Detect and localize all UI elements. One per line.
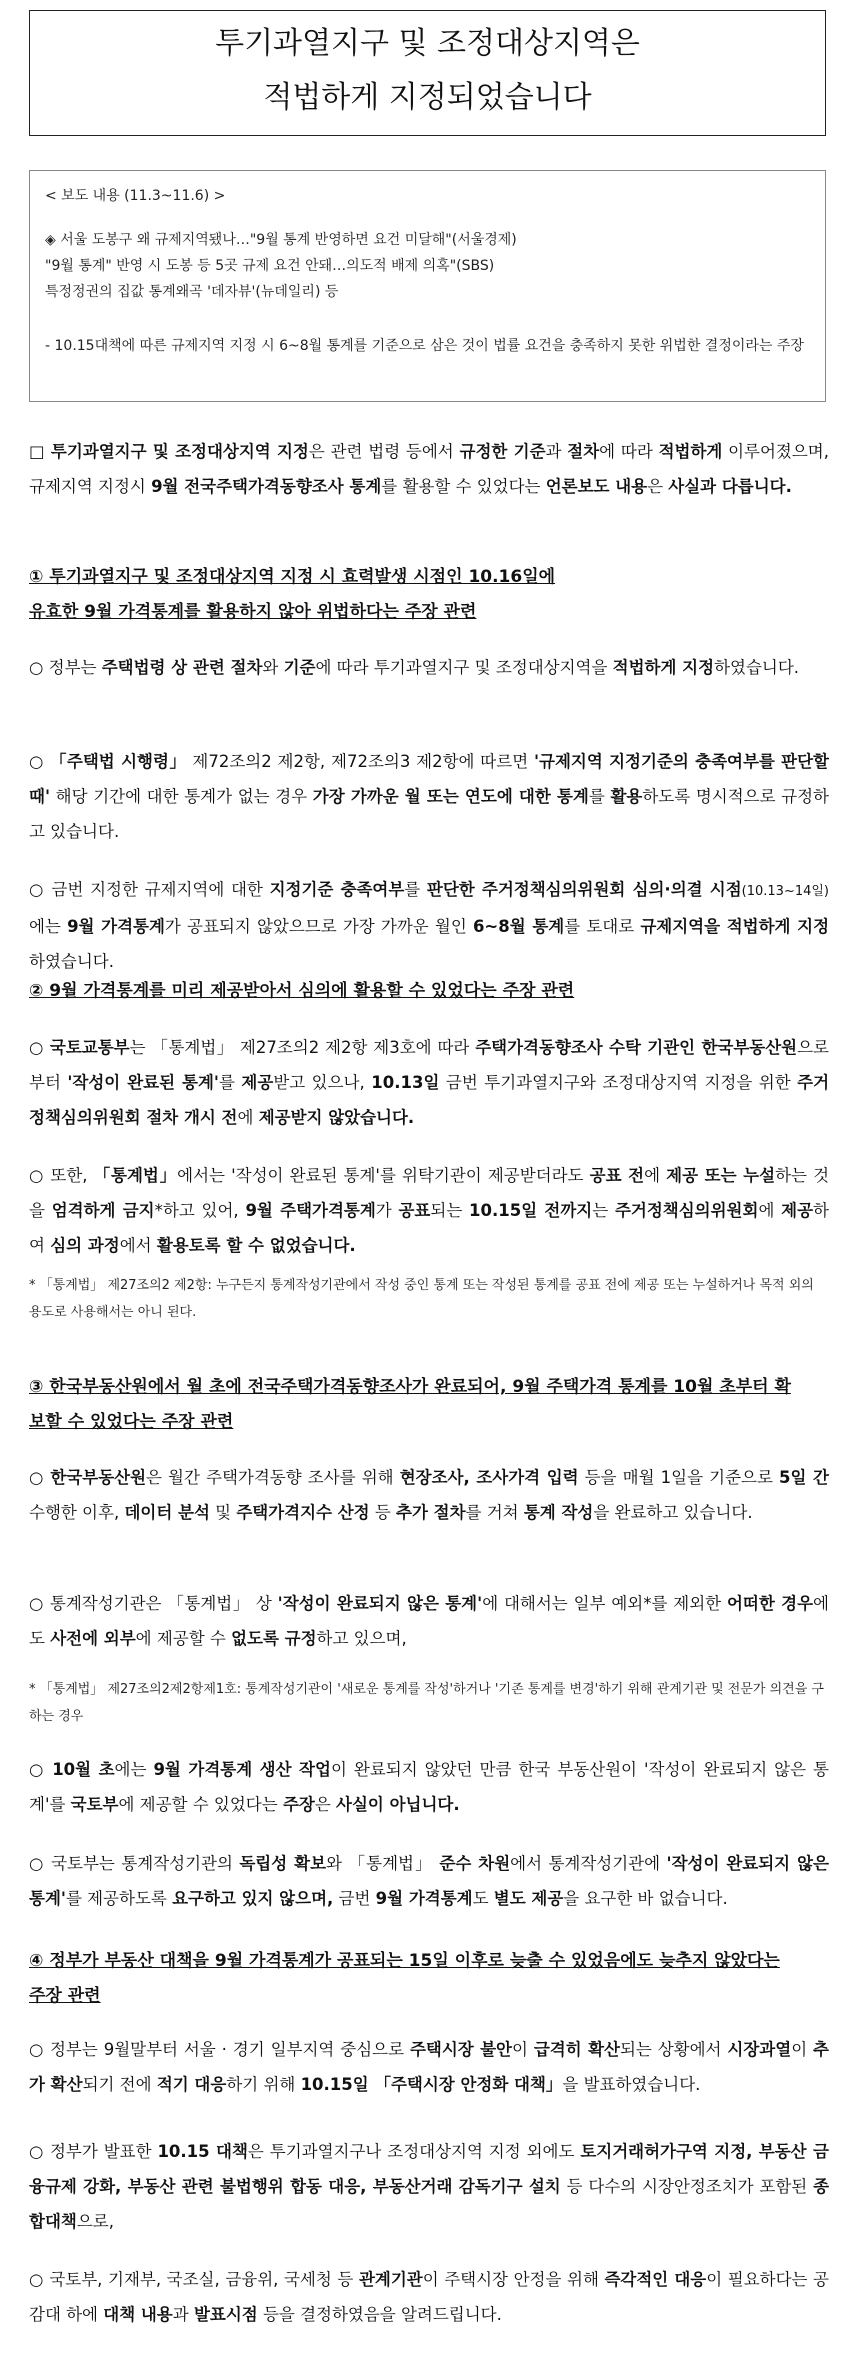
text: 은 투기과열지구나 조정대상지역 지정 외에도 xyxy=(247,2142,581,2161)
text: 가 공표되지 않았으므로 가장 가까운 월인 xyxy=(164,917,473,936)
bold-text: 주택가격동향조사 수탁 기관인 한국부동산원 xyxy=(475,1038,798,1057)
text: 되기 전에 xyxy=(82,2075,157,2094)
text: 은 xyxy=(314,1795,337,1814)
report-item-1: ◈ 서울 도봉구 왜 규제지역됐나…"9월 통계 반영하면 요건 미달해"(서울경제) xyxy=(45,232,517,248)
intro-bold: 투기과열지구 및 조정대상지역 지정 xyxy=(50,442,309,461)
bold-text: 「주택법 시행령」 xyxy=(49,752,187,771)
text: 는 「통계법」 제27조의2 제2항 제3호에 따라 xyxy=(129,1038,476,1057)
text: ○ 통계작성기관은 「통계법」 상 xyxy=(29,1594,278,1613)
bold-text: 대책 내용 xyxy=(103,2305,173,2324)
bold-text: 주택시장 불안 xyxy=(409,2040,512,2059)
intro-paragraph xyxy=(29,434,829,504)
text: 도 xyxy=(472,1889,494,1908)
bold-text: 「통계법」 xyxy=(93,1166,178,1185)
section-3-heading-line-2: 보할 수 있었다는 주장 관련 xyxy=(29,1412,234,1432)
section-3-item-a xyxy=(29,1460,829,1530)
bold-text: 가장 가까운 월 또는 연도에 대한 통계 xyxy=(312,787,589,806)
text: 이 xyxy=(511,2040,534,2059)
text: ○ 정부는 xyxy=(29,658,102,677)
text: 하기 위해 xyxy=(226,2075,301,2094)
bold-text: 주거정책심의위원회 xyxy=(614,1201,759,1220)
section-4-item-c xyxy=(29,2262,829,2332)
bold-text: 국토교통부 xyxy=(49,1038,130,1057)
bold-text: 지정기준 충족여부 xyxy=(269,880,405,899)
bold-text: 없도록 규정 xyxy=(231,1629,317,1648)
text: 에도 xyxy=(29,1594,829,1648)
text: ○ 국토부는 통계작성기관의 xyxy=(29,1854,240,1873)
bold-text: 사전에 외부 xyxy=(50,1629,136,1648)
text: 에 xyxy=(644,1166,667,1185)
section-3-heading-line-1: ③ 한국부동산원에서 월 초에 전국주택가격동향조사가 완료되어, 9월 주택가격 통계를 10월 초부터 확 xyxy=(29,1377,791,1397)
intro-text: 과 xyxy=(545,442,568,461)
text: 을 발표하였습니다. xyxy=(562,2075,701,2094)
intro-bold: 절차 xyxy=(567,442,600,461)
text: 와 xyxy=(262,658,284,677)
bold-text: 10.13일 xyxy=(371,1073,440,1092)
bold-text: 제공받지 않았습니다. xyxy=(258,1108,415,1127)
text: 에 제공할 수 있었다는 xyxy=(118,1795,283,1814)
bold-text: 제공 xyxy=(781,1201,814,1220)
text: ○ 정부가 발표한 xyxy=(29,2142,158,2161)
text: 으로부터 xyxy=(29,1038,829,1092)
bold-text: 준수 차원 xyxy=(439,1854,511,1873)
text: *하고 있어, xyxy=(154,1201,246,1220)
bold-text: 통계 작성 xyxy=(523,1503,594,1522)
text: 에서 xyxy=(119,1236,157,1255)
report-header: < 보도 내용 (11.3~11.6) > xyxy=(45,188,226,204)
text: 하는 것을 xyxy=(29,1166,830,1220)
text: 하여 xyxy=(29,1201,829,1255)
report-item-2: "9월 통계" 반영 시 도봉 등 5곳 규제 요건 안돼…의도적 배제 의혹"(SBS) xyxy=(45,258,495,274)
bold-text: 10월 초 xyxy=(52,1760,115,1779)
bold-text: 독립성 확보 xyxy=(239,1854,327,1873)
section-1-item-c xyxy=(29,872,829,979)
bold-text: 추가 절차 xyxy=(396,1503,466,1522)
title-line-2: 적법하게 지정되었습니다 xyxy=(263,80,592,115)
section-2-heading: ② 9월 가격통계를 미리 제공받아서 심의에 활용할 수 있었다는 주장 관련 xyxy=(29,981,575,1001)
text: ○ 금번 지정한 규제지역에 대한 xyxy=(29,880,270,899)
bold-text: 한국부동산원 xyxy=(50,1468,147,1487)
bold-text: 시장과열 xyxy=(727,2040,792,2059)
section-1-heading xyxy=(29,560,829,630)
intro-text: □ xyxy=(29,442,51,461)
intro-bold: 9월 전국주택가격동향조사 통계 xyxy=(151,477,382,496)
bold-text: 엄격하게 금지 xyxy=(51,1201,155,1220)
section-2-item-a xyxy=(29,1030,829,1135)
text: 하였습니다. xyxy=(714,658,800,677)
text: 이 주택시장 안정을 위해 xyxy=(422,2270,605,2289)
title-box xyxy=(29,10,826,136)
bold-text: 별도 제공 xyxy=(493,1889,564,1908)
text: 및 xyxy=(209,1503,237,1522)
text: 에 따라 투기과열지구 및 조정대상지역을 xyxy=(315,658,613,677)
text: ○ xyxy=(29,1760,53,1779)
bold-text: 심의 과정 xyxy=(50,1236,120,1255)
text: ○ xyxy=(29,1038,50,1057)
bold-text: 주장 xyxy=(282,1795,315,1814)
text: 를 xyxy=(404,880,427,899)
text: 받고 있으나, xyxy=(273,1073,372,1092)
section-4-heading-line-2: 주장 관련 xyxy=(29,1986,101,2006)
intro-text: 에 따라 xyxy=(599,442,659,461)
section-3-item-c xyxy=(29,1752,829,1822)
text: 와 「통계법」 xyxy=(326,1854,440,1873)
bold-text: '작성이 완료된 통계' xyxy=(67,1073,219,1092)
bold-text: 주택법령 상 관련 절차 xyxy=(101,658,263,677)
section-1-item-a xyxy=(29,650,829,685)
bold-text: 적기 대응 xyxy=(156,2075,227,2094)
text: 는 xyxy=(592,1201,615,1220)
report-item-3: 특정정권의 집값 통계왜곡 '데자뷰'(뉴데일리) 등 xyxy=(45,284,339,300)
section-4-heading xyxy=(29,1944,829,2014)
bold-text: 활용토록 할 수 없었습니다. xyxy=(156,1236,356,1255)
text: 에서는 '작성이 완료된 통계'를 위탁기관이 제공받더라도 xyxy=(177,1166,590,1185)
bold-text: 사실이 아닙니다. xyxy=(336,1795,460,1814)
text: 하고 있으며, xyxy=(316,1629,407,1648)
text: 에 xyxy=(758,1201,782,1220)
section-3-item-b xyxy=(29,1586,829,1656)
text: 해당 기간에 대한 통계가 없는 경우 xyxy=(50,787,313,806)
text: ○ 국토부, 기재부, 국조실, 금융위, 국세청 등 xyxy=(29,2270,359,2289)
bold-text: 10.15일 「주택시장 안정화 대책」 xyxy=(300,2075,563,2094)
intro-text: 를 활용할 수 있었다는 xyxy=(381,477,546,496)
bold-text: 제공 xyxy=(241,1073,274,1092)
text: 를 xyxy=(588,787,611,806)
text: 에는 xyxy=(114,1760,154,1779)
section-3-item-d xyxy=(29,1846,829,1916)
bold-text: 판단한 주거정책심의위원회 심의·의결 시점 xyxy=(426,880,742,899)
text: 이 xyxy=(791,2040,814,2059)
section-1-item-b xyxy=(29,744,829,849)
text: 금번 투기과열지구와 조정대상지역 지정을 위한 xyxy=(439,1073,798,1092)
text: 되는 상황에서 xyxy=(619,2040,728,2059)
intro-text: 은 관련 법령 등에서 xyxy=(308,442,460,461)
bold-text: 요구하고 있지 않으며, xyxy=(172,1889,334,1908)
text: 에는 xyxy=(29,917,68,936)
text: 에 제공할 수 xyxy=(135,1629,232,1648)
report-note: - 10.15대책에 따른 규제지역 지정 시 6~8월 통계를 기준으로 삼은 것이 법률 요건을 충족하지 못한 위법한 결정이라는 주장 xyxy=(45,338,804,354)
bold-text: 9월 주택가격통계 xyxy=(245,1201,376,1220)
bold-text: 주택가격지수 산정 xyxy=(236,1503,370,1522)
intro-bold: 적법하게 xyxy=(658,442,723,461)
bold-text: 국토부 xyxy=(70,1795,119,1814)
bold-text: 데이터 분석 xyxy=(124,1503,210,1522)
intro-text: 이루어졌으며, 규제지역 지정시 xyxy=(29,442,829,496)
bold-text: 즉각적인 대응 xyxy=(604,2270,707,2289)
text: 에 xyxy=(237,1108,259,1127)
bold-text: 9월 가격통계 xyxy=(375,1889,473,1908)
bold-text: 추가 확산 xyxy=(29,2040,829,2094)
bold-text: 급격히 확산 xyxy=(533,2040,620,2059)
bold-text: '작성이 완료되지 않은 통계' xyxy=(29,1854,829,1908)
text: 은 월간 주택가격동향 조사를 위해 xyxy=(146,1468,400,1487)
text: ○ xyxy=(29,752,50,771)
text: 수행한 이후, xyxy=(29,1503,125,1522)
text: 제72조의2 제2항, 제72조의3 제2항에 따르면 xyxy=(186,752,534,771)
bold-text: '작성이 완료되지 않은 통계' xyxy=(277,1594,483,1613)
text: 하도록 명시적으로 규정하고 있습니다. xyxy=(29,787,829,841)
bold-text: 공표 xyxy=(398,1201,431,1220)
text: 등 xyxy=(369,1503,397,1522)
bold-text: 10.15 대책 xyxy=(157,2142,248,2161)
text: 하였습니다. xyxy=(29,952,114,971)
intro-bold: 언론보도 내용 xyxy=(545,477,648,496)
bold-text: 기준 xyxy=(283,658,316,677)
text: ○ 또한, xyxy=(29,1166,94,1185)
bold-text: 주거정책심의위원회 절차 개시 전 xyxy=(29,1073,830,1127)
intro-bold: 사실과 다릅니다. xyxy=(668,477,792,496)
text: 이 완료되지 않았던 만큼 한국 부동산원이 '작성이 완료되지 않은 통계'를 xyxy=(29,1760,829,1814)
text: 를 xyxy=(218,1073,242,1092)
text: 과 xyxy=(172,2305,194,2324)
text: 에 대해서는 일부 예외*를 제외한 xyxy=(482,1594,727,1613)
bold-text: 어떠한 경우 xyxy=(726,1594,814,1613)
text: 되는 xyxy=(430,1201,470,1220)
intro-bold: 규정한 기준 xyxy=(459,442,546,461)
bold-text: 공표 전 xyxy=(589,1166,645,1185)
section-3-footnote: * 「통계법」 제27조의2제2항제1호: 통계작성기관이 '새로운 통계를 작성'하거나 '기존 통계를 변경'하기 위해 관계기관 및 전문가 의견을 구하는 경우 xyxy=(29,1682,824,1724)
bold-text: 활용 xyxy=(610,787,643,806)
text: ○ 정부는 9월말부터 서울 · 경기 일부지역 중심으로 xyxy=(29,2040,410,2059)
section-4-item-b xyxy=(29,2134,829,2239)
date-range-text: (10.13~14일) xyxy=(741,884,830,899)
text: 에서 통계작성기관에 xyxy=(510,1854,667,1873)
bold-text: 9월 가격통계 생산 작업 xyxy=(153,1760,331,1779)
text: 가 xyxy=(375,1201,399,1220)
text: 으로, xyxy=(76,2212,114,2231)
text: 를 제공하도록 xyxy=(65,1889,173,1908)
intro-text: 은 xyxy=(647,477,669,496)
text: 을 요구한 바 없습니다. xyxy=(563,1889,728,1908)
text: 등을 매월 1일을 기준으로 xyxy=(578,1468,780,1487)
text: 등 다수의 시장안정조치가 포함된 xyxy=(560,2177,814,2196)
bold-text: 적법하게 지정 xyxy=(612,658,715,677)
title-line-1: 투기과열지구 및 조정대상지역은 xyxy=(215,26,640,61)
bold-text: 관계기관 xyxy=(358,2270,423,2289)
bold-text: 6~8월 통계 xyxy=(472,917,565,936)
text: 금번 xyxy=(333,1889,376,1908)
report-summary-box xyxy=(29,170,826,402)
bold-text: 발표시점 xyxy=(193,2305,258,2324)
bold-text: 제공 또는 누설 xyxy=(666,1166,776,1185)
text: 를 거쳐 xyxy=(465,1503,524,1522)
bold-text: 5일 간 xyxy=(779,1468,829,1487)
text: 등을 결정하였음을 알려드립니다. xyxy=(257,2305,502,2324)
section-4-item-a xyxy=(29,2032,829,2102)
bold-text: 현장조사, 조사가격 입력 xyxy=(399,1468,579,1487)
bold-text: 9월 가격통계 xyxy=(67,917,165,936)
bold-text: '규제지역 지정기준의 충족여부를 판단할 때' xyxy=(29,752,829,806)
text: 이 필요하다는 공감대 하에 xyxy=(29,2270,829,2324)
text: 를 토대로 xyxy=(564,917,641,936)
section-3-heading xyxy=(29,1370,829,1440)
section-2-footnote: * 「통계법」 제27조의2 제2항: 누구든지 통계작성기관에서 작성 중인 통계 또는 작성된 통계를 공표 전에 제공 또는 누설하거나 목적 외의 용도로 사용해서는 아니 된다. xyxy=(29,1278,814,1320)
bold-text: 규제지역을 적법하게 지정 xyxy=(640,917,830,936)
text: ○ xyxy=(29,1468,51,1487)
section-2-item-b xyxy=(29,1158,829,1263)
section-1-heading-line-1: ① 투기과열지구 및 조정대상지역 지정 시 효력발생 시점인 10.16일에 xyxy=(29,567,556,587)
text: 을 완료하고 있습니다. xyxy=(593,1503,753,1522)
bold-text: 종합대책 xyxy=(29,2177,830,2231)
bold-text: 토지거래허가구역 지정, 부동산 금융규제 강화, 부동산 관련 불법행위 합동 대응, 부동산거래 감독기구 설치 xyxy=(29,2142,829,2196)
bold-text: 10.15일 전까지 xyxy=(469,1201,593,1220)
section-4-heading-line-1: ④ 정부가 부동산 대책을 9월 가격통계가 공표되는 15일 이후로 늦출 수 있었음에도 늦추지 않았다는 xyxy=(29,1951,780,1971)
section-1-heading-line-2: 유효한 9월 가격통계를 활용하지 않아 위법하다는 주장 관련 xyxy=(29,602,477,622)
